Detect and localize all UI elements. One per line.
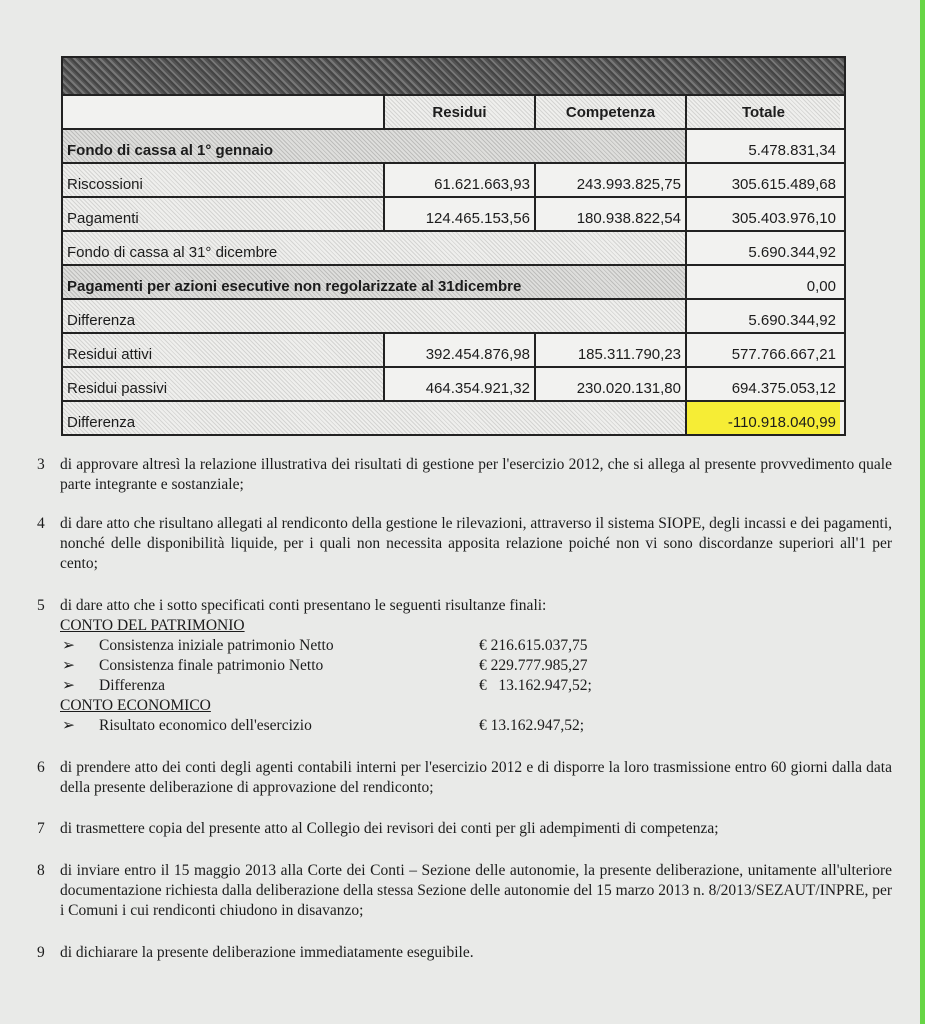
item-text: di prendere atto dei conti degli agenti contabili interni per l'esercizio 2012 e di disporre la loro trasmissione entro 60 giorni dalla data della presente deliberazione di approvazione del rendiconto;	[60, 759, 892, 796]
cell-totale: 305.403.976,10	[731, 210, 836, 227]
cell-competenza: 180.938.822,54	[536, 198, 687, 230]
conto-economico-title: CONTO ECONOMICO	[60, 697, 211, 714]
cell-residui: 124.465.153,56	[385, 198, 536, 230]
row-pagamenti-azioni	[63, 266, 844, 300]
row-residui-passivi	[63, 368, 844, 402]
item-8	[37, 861, 892, 921]
list-item	[60, 656, 892, 676]
cell-totale: 305.615.489,68	[731, 176, 836, 193]
table-header-row	[63, 96, 844, 130]
list-item-label: Differenza	[99, 677, 165, 694]
item-5	[37, 596, 892, 736]
list-item-label: Consistenza iniziale patrimonio Netto	[99, 637, 334, 654]
cell-totale: 694.375.053,12	[731, 380, 836, 397]
item-6	[37, 758, 892, 798]
list-item	[60, 716, 892, 736]
header-totale: Totale	[687, 96, 840, 128]
cell-totale: 5.690.344,92	[748, 244, 836, 261]
item-text: di inviare entro il 15 maggio 2013 alla Corte dei Conti – Sezione delle autonomie, la presente deliberazione, unitamente all'ulteriore documentazione richiesta dalla deliberazione della stessa Sezione delle autonomie del 15 marzo 2013 n. 8/2013/SEZAUT/INPRE, per i Comuni i cui rendiconti chiudono in disavanzo;	[60, 862, 893, 919]
cell-totale: 577.766.667,21	[731, 346, 836, 363]
list-item-label: Consistenza finale patrimonio Netto	[99, 657, 324, 674]
cell-totale: 5.478.831,34	[748, 142, 836, 159]
item-number: 9	[37, 944, 45, 961]
header-competenza: Competenza	[536, 96, 687, 128]
row-fondo-dicembre	[63, 232, 844, 266]
list-item-value: € 13.162.947,52;	[479, 677, 592, 694]
item-text: di approvare altresì la relazione illustrativa dei risultati di gestione per l'esercizio 2012, che si allega al presente provvedimento quale parte integrante e sostanziale;	[60, 456, 892, 493]
item-text: di dare atto che i sotto specificati conti presentano le seguenti risultanze finali:	[60, 597, 547, 614]
item-number: 3	[37, 456, 45, 473]
row-label: Riscossioni	[63, 164, 385, 196]
item-number: 4	[37, 515, 45, 532]
table-title-bar	[63, 58, 844, 96]
row-label: Residui passivi	[63, 368, 385, 400]
item-text: di dichiarare la presente deliberazione immediatamente eseguibile.	[60, 944, 474, 961]
arrow-bullet-icon: ➢	[62, 637, 75, 654]
row-residui-attivi	[63, 334, 844, 368]
row-fondo-gennaio	[63, 130, 844, 164]
item-7	[37, 819, 892, 839]
row-differenza-1	[63, 300, 844, 334]
cell-totale: 5.690.344,92	[748, 312, 836, 329]
row-label: Pagamenti	[63, 198, 385, 230]
item-text: di trasmettere copia del presente atto al Collegio dei revisori dei conti per gli adempimenti di competenza;	[60, 820, 719, 837]
row-riscossioni	[63, 164, 844, 198]
row-label: Fondo di cassa al 1° gennaio	[63, 130, 687, 162]
cell-competenza: 185.311.790,23	[536, 334, 687, 366]
item-3	[37, 455, 892, 495]
cell-residui: 392.454.876,98	[385, 334, 536, 366]
row-label: Differenza	[63, 300, 687, 332]
cell-residui: 464.354.921,32	[385, 368, 536, 400]
row-pagamenti	[63, 198, 844, 232]
list-item	[60, 636, 892, 656]
green-edge-strip	[920, 0, 925, 1024]
arrow-bullet-icon: ➢	[62, 717, 75, 734]
item-9	[37, 943, 892, 963]
item-number: 5	[37, 597, 45, 614]
list-item-value: € 216.615.037,75	[479, 637, 588, 654]
cell-totale-highlighted: -110.918.040,99	[687, 402, 840, 434]
list-item-value: € 13.162.947,52;	[479, 717, 585, 734]
header-empty-cell	[63, 96, 385, 128]
item-number: 6	[37, 759, 45, 776]
header-residui: Residui	[385, 96, 536, 128]
item-4	[37, 514, 892, 574]
row-label: Residui attivi	[63, 334, 385, 366]
row-label: Pagamenti per azioni esecutive non regolarizzate al 31dicembre	[63, 266, 687, 298]
cell-competenza: 230.020.131,80	[536, 368, 687, 400]
list-item-value: € 229.777.985,27	[479, 657, 588, 674]
row-differenza-2	[63, 402, 844, 434]
item-text: di dare atto che risultano allegati al rendiconto della gestione le rilevazioni, attraverso il sistema SIOPE, degli incassi e dei pagamenti, nonché delle disponibilità liquide, per i quali non necessita apposita relazione poiché non vi sono discordanze superiori all'1 per cento;	[60, 515, 892, 572]
cell-competenza: 243.993.825,75	[536, 164, 687, 196]
list-item-label: Risultato economico dell'esercizio	[99, 717, 312, 734]
cell-totale: 0,00	[806, 278, 836, 295]
arrow-bullet-icon: ➢	[62, 657, 75, 674]
cash-summary-table	[61, 56, 846, 436]
row-label: Differenza	[63, 402, 687, 434]
item-number: 8	[37, 862, 45, 879]
conto-patrimonio-title: CONTO DEL PATRIMONIO	[60, 617, 245, 634]
arrow-bullet-icon: ➢	[62, 677, 75, 694]
cell-residui: 61.621.663,93	[385, 164, 536, 196]
item-number: 7	[37, 820, 45, 837]
list-item	[60, 676, 892, 696]
row-label: Fondo di cassa al 31° dicembre	[63, 232, 687, 264]
